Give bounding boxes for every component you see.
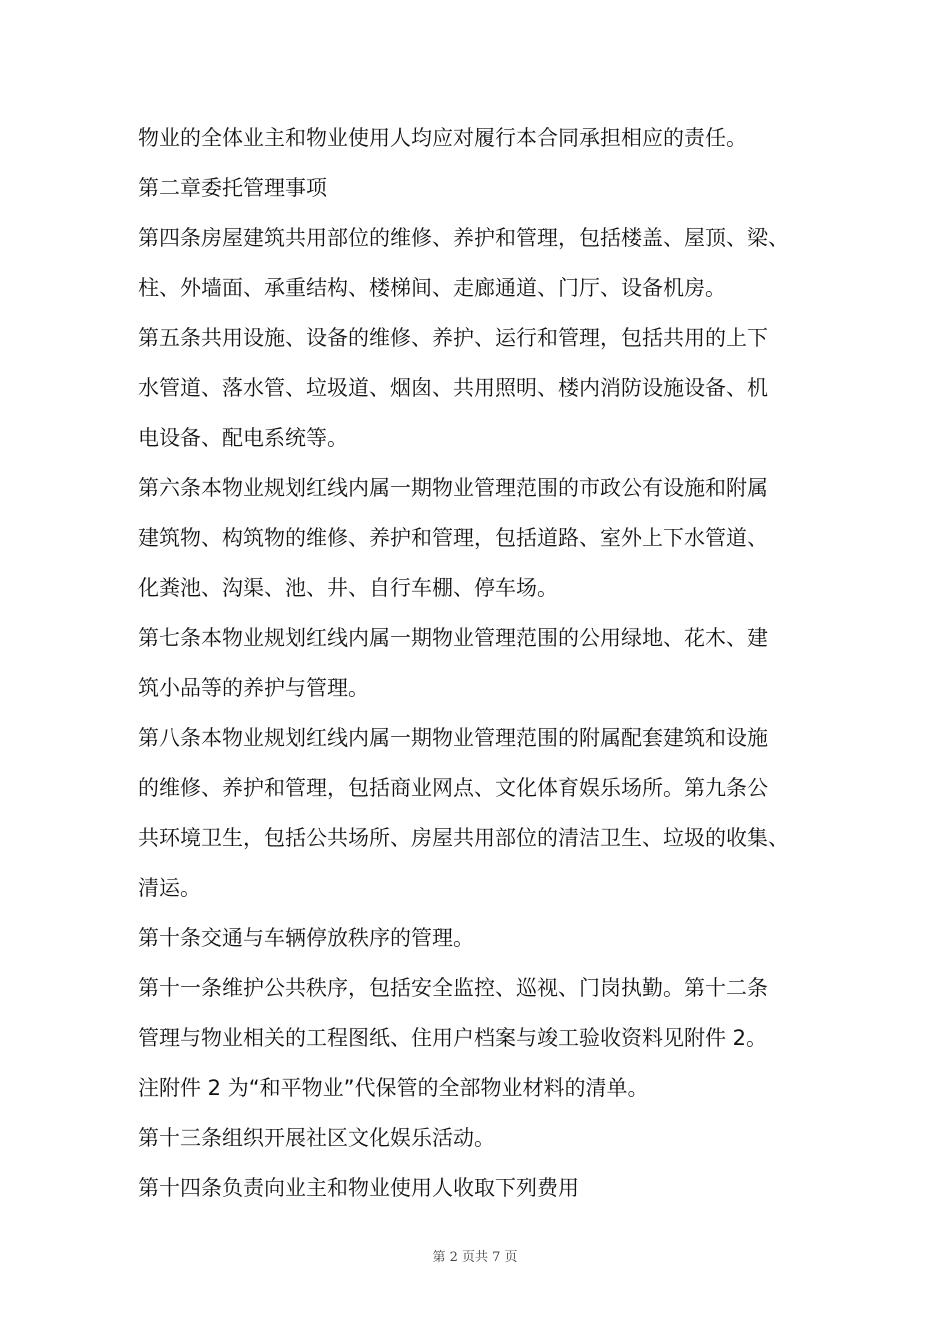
text-line-19: 管理与物业相关的工程图纸、住用户档案与竣工验收资料见附件 2。 [138, 1026, 768, 1050]
text-line-11: 第七条本物业规划红线内属一期物业管理范围的公用绿地、花木、建 [138, 626, 768, 650]
text-line-13: 第八条本物业规划红线内属一期物业管理范围的附属配套建筑和设施 [138, 726, 768, 750]
text-line-21: 第十三条组织开展社区文化娱乐活动。 [138, 1126, 495, 1150]
text-line-14: 的维修、养护和管理，包括商业网点、文化体育娱乐场所。第九条公 [138, 776, 768, 800]
text-line-20: 注附件 2 为“和平物业”代保管的全部物业材料的清单。 [138, 1076, 649, 1100]
text-line-18: 第十一条维护公共秩序，包括安全监控、巡视、门岗执勤。第十二条 [138, 976, 768, 1000]
text-line-10: 化粪池、沟渠、池、井、自行车棚、停车场。 [138, 576, 558, 600]
document-body [138, 113, 838, 1213]
text-line-6: 水管道、落水管、垃圾道、烟囱、共用照明、楼内消防设施设备、机 [138, 376, 768, 400]
text-line-22: 第十四条负责向业主和物业使用人收取下列费用 [138, 1176, 579, 1200]
text-line-16: 清运。 [138, 876, 201, 900]
chapter-heading: 第二章委托管理事项 [138, 176, 327, 200]
text-line-17: 第十条交通与车辆停放秩序的管理。 [138, 926, 474, 950]
text-line-3: 第四条房屋建筑共用部位的维修、养护和管理，包括楼盖、屋顶、梁、 [138, 226, 789, 250]
text-line-1: 物业的全体业主和物业使用人均应对履行本合同承担相应的责任。 [138, 126, 747, 150]
text-line-9: 建筑物、构筑物的维修、养护和管理，包括道路、室外上下水管道、 [138, 526, 768, 550]
text-line-7: 电设备、配电系统等。 [138, 426, 348, 450]
text-line-4: 柱、外墙面、承重结构、楼梯间、走廊通道、门厅、设备机房。 [138, 276, 726, 300]
text-line-12: 筑小品等的养护与管理。 [138, 676, 369, 700]
page-number-footer: 第 2 页共 7 页 [432, 1250, 518, 1265]
text-line-15: 共环境卫生，包括公共场所、房屋共用部位的清洁卫生、垃圾的收集、 [138, 826, 789, 850]
text-line-8: 第六条本物业规划红线内属一期物业管理范围的市政公有设施和附属 [138, 476, 768, 500]
text-line-5: 第五条共用设施、设备的维修、养护、运行和管理，包括共用的上下 [138, 326, 768, 350]
